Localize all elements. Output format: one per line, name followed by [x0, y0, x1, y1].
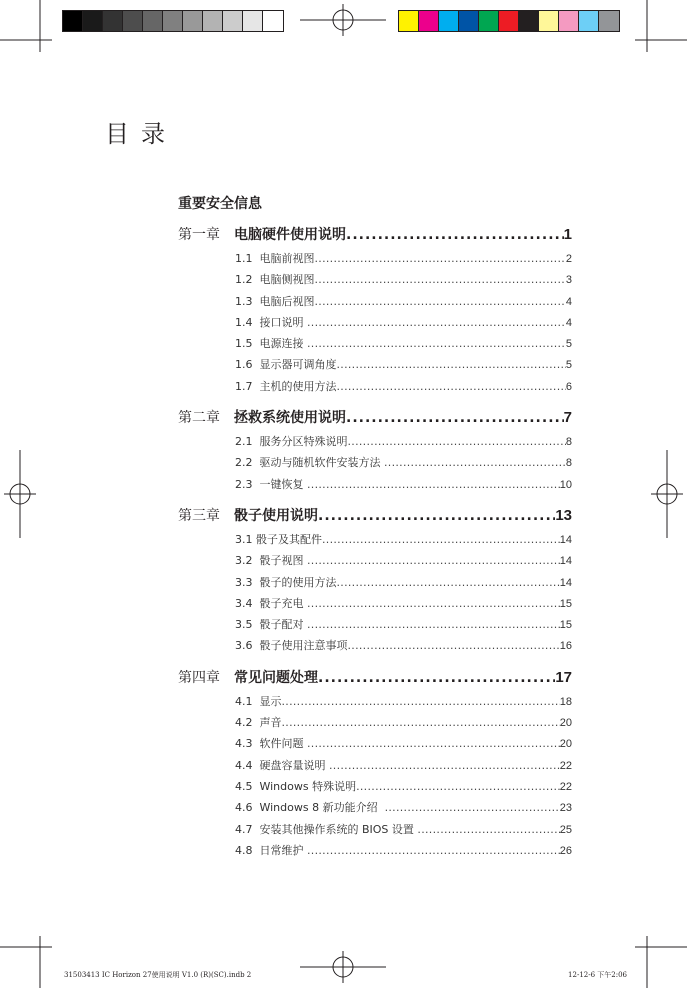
- entry-page-number: 15: [559, 619, 572, 632]
- toc-entry[interactable]: [235, 431, 572, 452]
- toc-entry[interactable]: [235, 797, 572, 818]
- entry-page-number: 4: [565, 295, 572, 308]
- dot-leader: [337, 354, 566, 375]
- entry-page-number: 23: [559, 802, 572, 815]
- dot-leader: [346, 407, 564, 429]
- entry-title: 4.3 软件问题: [235, 737, 307, 751]
- toc-entry[interactable]: [235, 376, 572, 397]
- toc-entry[interactable]: [235, 614, 572, 635]
- entry-page-number: 6: [565, 380, 572, 393]
- entry-page-number: 25: [559, 823, 572, 836]
- color-swatch: [579, 11, 599, 31]
- gray-swatch: [123, 11, 143, 31]
- dot-leader: [307, 312, 566, 333]
- dot-leader: [307, 614, 560, 635]
- entry-title: 2.3 一键恢复: [235, 477, 307, 491]
- toc-entry[interactable]: [235, 572, 572, 593]
- safety-heading[interactable]: 重要安全信息: [178, 196, 262, 212]
- entry-page-number: 14: [559, 533, 572, 546]
- toc-entry[interactable]: [235, 452, 572, 473]
- dot-leader: [318, 667, 555, 689]
- gray-swatch: [83, 11, 103, 31]
- entry-title: 2.1 服务分区特殊说明: [235, 435, 348, 449]
- color-swatch: [479, 11, 499, 31]
- toc-entry[interactable]: [235, 333, 572, 354]
- chapter-title: 拯救系统使用说明: [234, 410, 346, 427]
- entry-page-number: 20: [559, 738, 572, 751]
- color-swatch: [439, 11, 459, 31]
- chapter-entry-list: [178, 529, 572, 657]
- entry-page-number: 5: [565, 359, 572, 372]
- gray-swatch: [223, 11, 243, 31]
- entry-page-number: 14: [559, 555, 572, 568]
- entry-title: 3.3 骰子的使用方法: [235, 575, 337, 589]
- entry-page-number: 20: [559, 717, 572, 730]
- dot-leader: [356, 776, 560, 797]
- gray-swatch: [63, 11, 83, 31]
- dot-leader: [346, 224, 564, 246]
- toc-entry[interactable]: [235, 691, 572, 712]
- dot-leader: [315, 248, 566, 269]
- registration-mark-left: [4, 450, 36, 538]
- title-char-1: 目: [105, 120, 129, 148]
- chapter-entry-list: [178, 691, 572, 861]
- gray-swatch: [183, 11, 203, 31]
- entry-title: 3.5 骰子配对: [235, 618, 307, 632]
- toc-entry[interactable]: [235, 550, 572, 571]
- gray-swatch: [103, 11, 123, 31]
- dot-leader: [307, 593, 560, 614]
- gray-swatch: [143, 11, 163, 31]
- chapter-title: 电脑硬件使用说明: [234, 227, 346, 243]
- chapter-page-number: 17: [555, 668, 572, 686]
- toc-entry[interactable]: [235, 593, 572, 614]
- dot-leader: [384, 452, 566, 473]
- grayscale-swatch-bar: [62, 10, 284, 32]
- entry-page-number: 8: [565, 457, 572, 470]
- dot-leader: [337, 572, 560, 593]
- chapter-page-number: 1: [563, 226, 572, 243]
- toc-entry[interactable]: [235, 291, 572, 312]
- entry-page-number: 15: [559, 597, 572, 610]
- toc-entry[interactable]: [235, 712, 572, 733]
- entry-title: 1.3 电脑后视图: [235, 294, 315, 308]
- toc-entry[interactable]: [235, 635, 572, 656]
- toc-entry[interactable]: [235, 248, 572, 269]
- color-swatch: [559, 11, 579, 31]
- color-swatch: [499, 11, 519, 31]
- entry-title: 4.7 安装其他操作系统的 BIOS 设置: [235, 822, 418, 836]
- chapter-page-number: 7: [563, 409, 572, 427]
- toc-chapter[interactable]: [178, 224, 572, 246]
- page-title: [105, 114, 177, 149]
- toc-entry[interactable]: [235, 819, 572, 840]
- toc-entry[interactable]: [235, 776, 572, 797]
- dot-leader: [315, 291, 566, 312]
- registration-mark-bottom: [300, 951, 386, 983]
- entry-title: 1.6 显示器可调角度: [235, 358, 337, 372]
- entry-page-number: 2: [565, 253, 572, 265]
- dot-leader: [307, 333, 566, 354]
- toc-chapter[interactable]: [178, 407, 572, 429]
- entry-page-number: 3: [565, 274, 572, 287]
- entry-title: 1.4 接口说明: [235, 315, 307, 329]
- color-swatch: [599, 11, 619, 31]
- toc-entry[interactable]: [235, 840, 572, 861]
- chapter-number: 第二章: [178, 410, 220, 427]
- entry-title: 3.2 骰子视图: [235, 554, 307, 568]
- gray-swatch: [203, 11, 223, 31]
- entry-page-number: 26: [559, 844, 572, 857]
- dot-leader: [307, 733, 560, 754]
- entry-page-number: 22: [559, 759, 572, 772]
- dot-leader: [417, 819, 559, 840]
- entry-page-number: 5: [565, 338, 572, 351]
- entry-title: 3.6 骰子使用注意事项: [235, 639, 348, 653]
- dot-leader: [385, 797, 560, 818]
- toc-entry[interactable]: [235, 755, 572, 776]
- color-swatch: [539, 11, 559, 31]
- color-swatch: [459, 11, 479, 31]
- dot-leader: [315, 269, 566, 290]
- toc-entry[interactable]: [235, 529, 572, 550]
- entry-title: 4.6 Windows 8 新功能介绍: [235, 801, 385, 815]
- dot-leader: [337, 376, 566, 397]
- chapter-title: 骰子使用说明: [234, 507, 318, 524]
- entry-page-number: 22: [559, 780, 572, 793]
- toc-entry[interactable]: [235, 269, 572, 290]
- toc-chapter[interactable]: [178, 505, 572, 527]
- chapter-number: 第三章: [178, 507, 220, 524]
- entry-title: 4.5 Windows 特殊说明: [235, 779, 357, 793]
- gray-swatch: [163, 11, 183, 31]
- chapter-title: 常见问题处理: [234, 669, 318, 686]
- entry-title: 1.2 电脑侧视图: [235, 273, 315, 287]
- gray-swatch: [263, 11, 283, 31]
- entry-title: 1.5 电源连接: [235, 337, 307, 351]
- toc-entry[interactable]: [235, 733, 572, 754]
- entry-title: 4.4 硬盘容量说明: [235, 758, 329, 772]
- table-of-contents: [178, 192, 572, 861]
- entry-page-number: 16: [559, 640, 572, 653]
- footer-file-info: 31503413 IC Horizon 27使用说明 V1.0 (R)(SC).indb 2: [64, 971, 252, 979]
- registration-mark-top: [300, 4, 386, 36]
- dot-leader: [307, 474, 560, 495]
- entry-page-number: 8: [565, 436, 572, 449]
- title-char-2: 录: [141, 120, 165, 148]
- dot-leader: [307, 840, 560, 861]
- color-swatch: [399, 11, 419, 31]
- footer-timestamp: 12-12-6 下午2:06: [568, 971, 627, 979]
- toc-chapter[interactable]: [178, 667, 572, 689]
- chapter-entry-list: [178, 248, 572, 397]
- registration-mark-right: [651, 450, 683, 538]
- color-swatch: [419, 11, 439, 31]
- entry-title: 4.2 声音: [235, 716, 282, 730]
- entry-title: 4.8 日常维护: [235, 843, 307, 857]
- entry-title: 3.1 骰子及其配件: [235, 532, 322, 546]
- dot-leader: [329, 755, 560, 776]
- chapter-entry-list: [178, 431, 572, 495]
- chapter-number: 第四章: [178, 669, 220, 686]
- entry-page-number: 18: [559, 695, 572, 708]
- color-swatch-bar: [398, 10, 620, 32]
- entry-page-number: 14: [559, 576, 572, 589]
- dot-leader: [307, 550, 560, 571]
- chapter-page-number: 13: [555, 506, 572, 524]
- toc-entry[interactable]: [235, 312, 572, 333]
- entry-page-number: 10: [559, 478, 572, 491]
- entry-title: 2.2 驱动与随机软件安装方法: [235, 456, 384, 470]
- entry-title: 4.1 显示: [235, 694, 282, 708]
- dot-leader: [348, 431, 566, 452]
- dot-leader: [348, 635, 560, 656]
- entry-title: 3.4 骰子充电: [235, 596, 307, 610]
- entry-page-number: 4: [565, 316, 572, 329]
- dot-leader: [282, 712, 560, 733]
- toc-entry[interactable]: [235, 354, 572, 375]
- chapter-number: 第一章: [178, 227, 220, 243]
- dot-leader: [318, 505, 555, 527]
- dot-leader: [282, 691, 560, 712]
- dot-leader: [322, 529, 560, 550]
- gray-swatch: [243, 11, 263, 31]
- color-swatch: [519, 11, 539, 31]
- toc-entry[interactable]: [235, 474, 572, 495]
- entry-title: 1.1 电脑前视图: [235, 252, 315, 265]
- entry-title: 1.7 主机的使用方法: [235, 379, 337, 393]
